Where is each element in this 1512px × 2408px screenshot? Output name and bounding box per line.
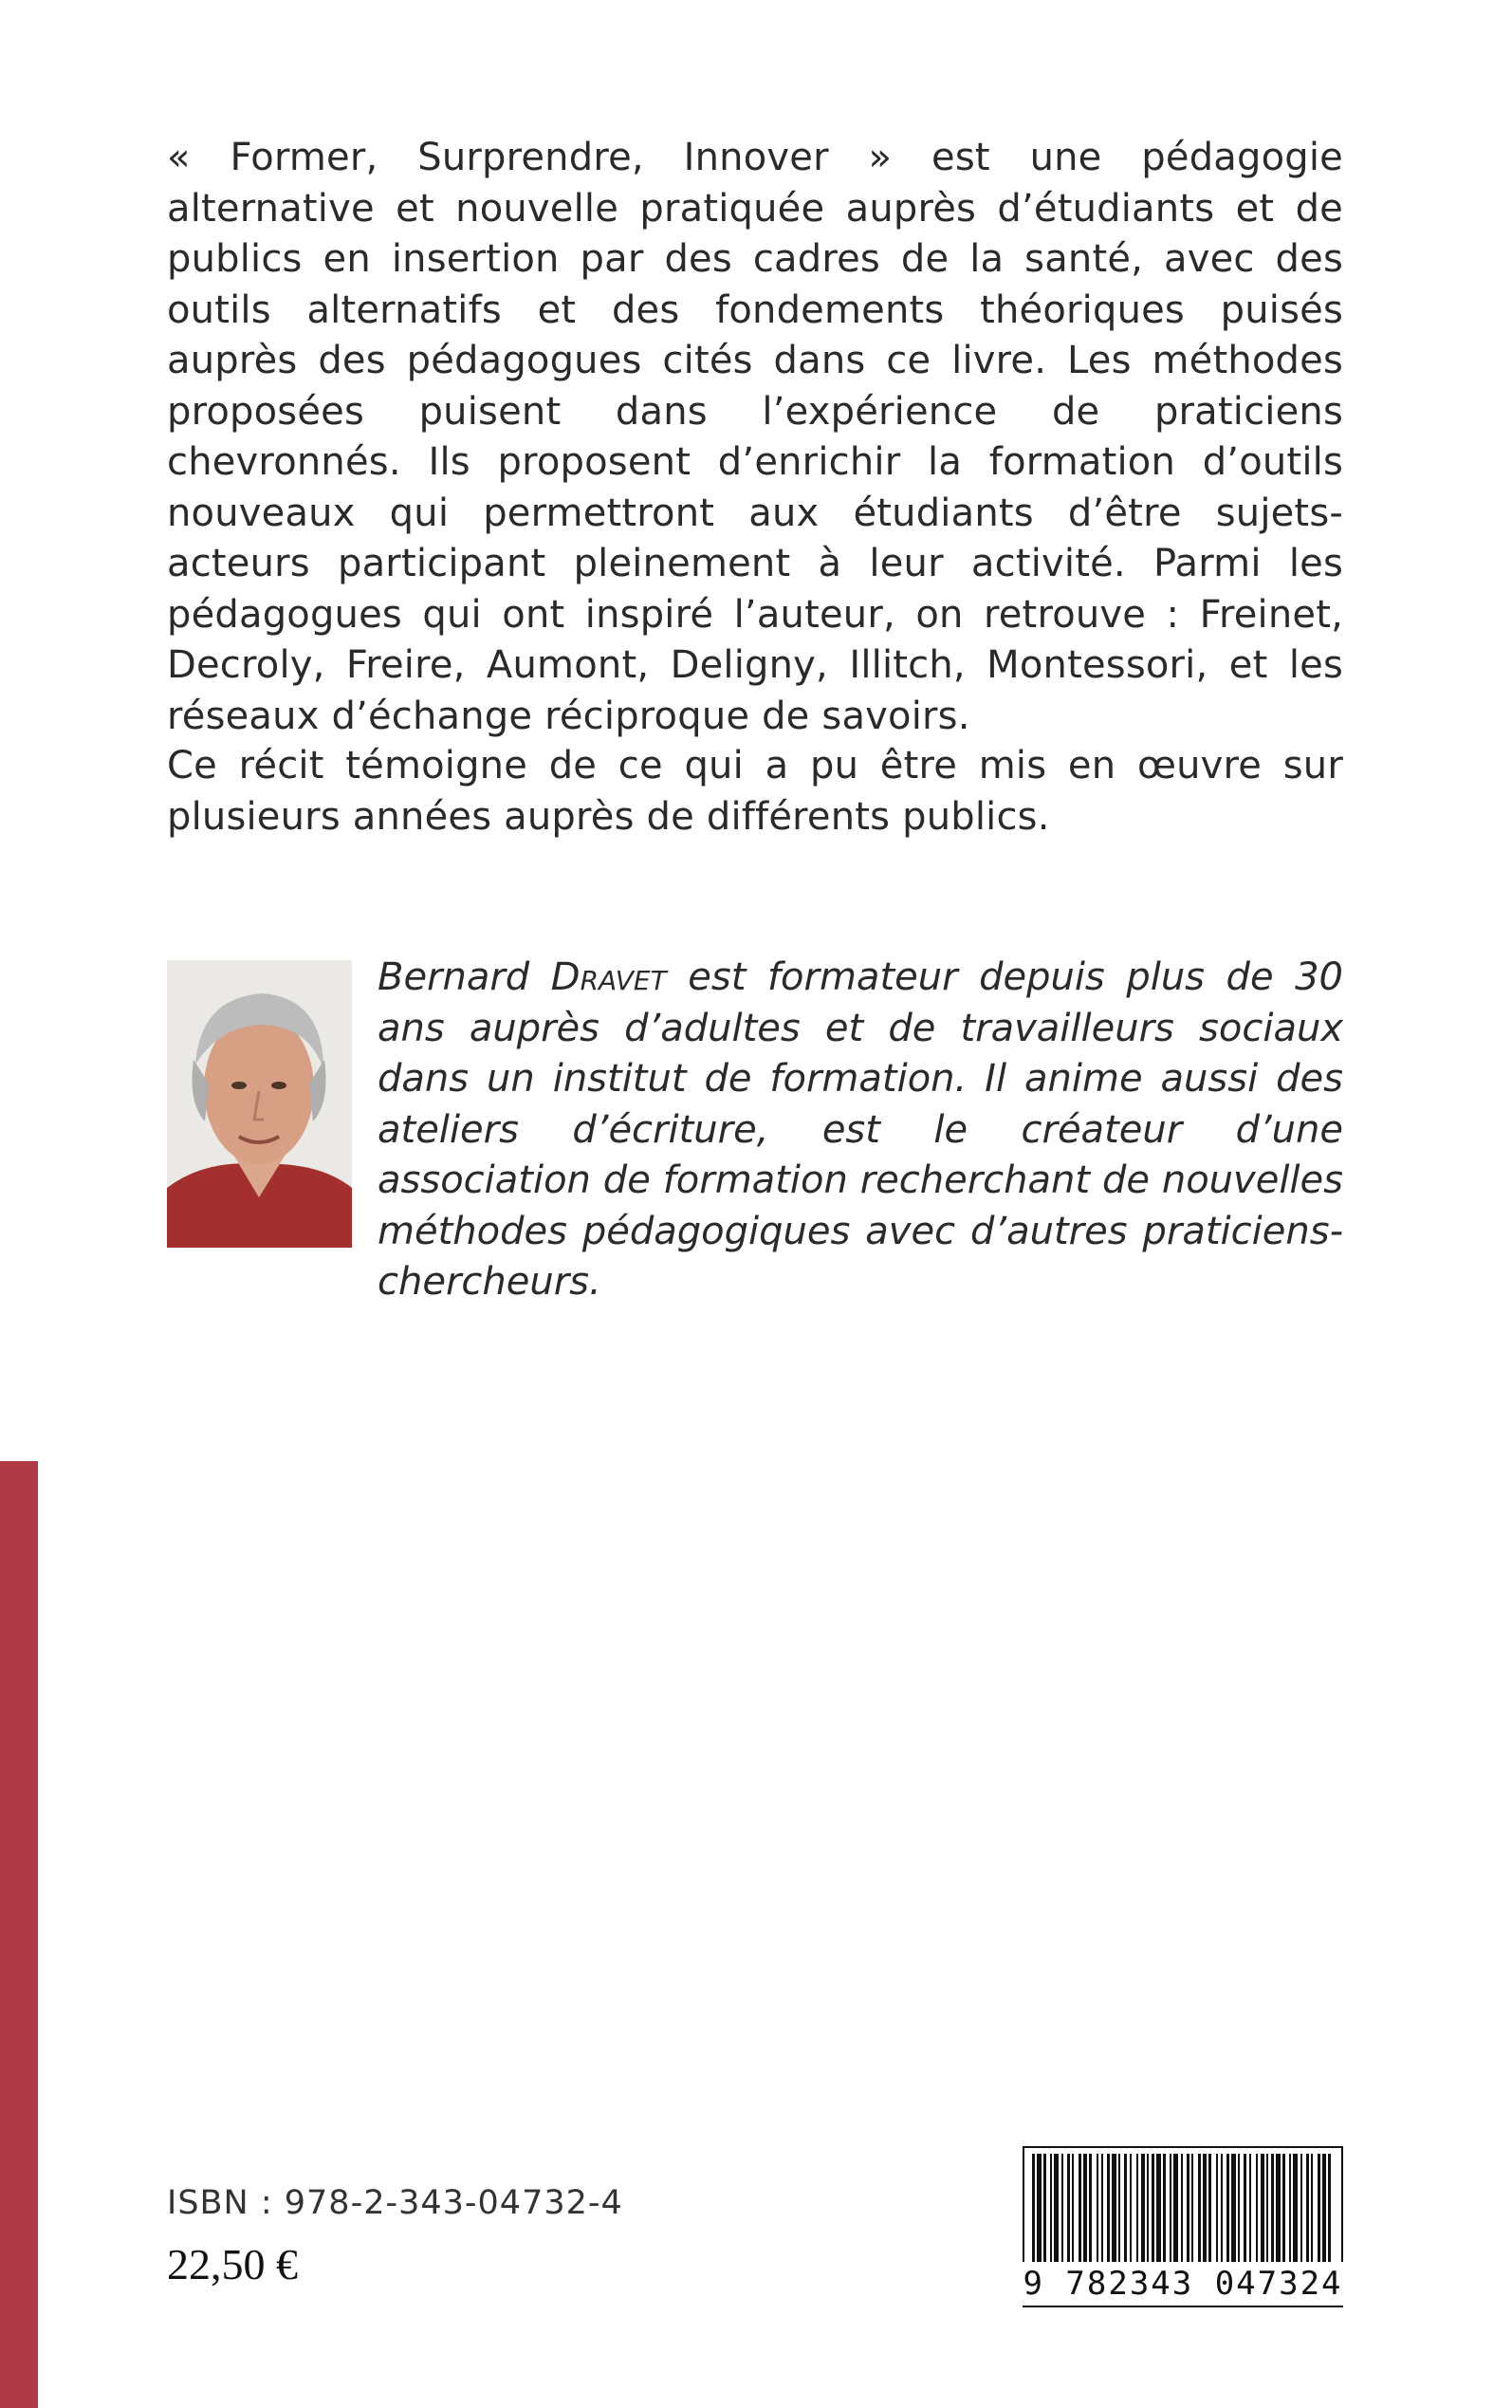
author-bio-text: est formateur depuis plus de 30 ans auprès d’adultes et de travailleurs sociaux dans un institut de formation. Il anime aussi des ateliers d’écriture, est le créateur d’une association de formation recherchant de nouvelles méthodes pédagogiques avec d’autres praticiens-chercheurs. [378,955,1344,1304]
description-paragraph: Ce récit témoigne de ce qui a pu être mis en œuvre sur plusieurs années auprès de différents publics. [167,744,1343,839]
author-first-name: Bernard [378,955,530,999]
barcode-digits: 9 782343 047324 [1023,2262,1343,2306]
isbn: ISBN : 978-2-343-04732-4 [167,2184,623,2222]
author-last-name: Dravet [550,955,667,999]
author-bio [378,953,1343,1308]
price: 22,50 € [167,2240,298,2288]
side-color-band [0,1461,38,2408]
description-paragraph: « Former, Surprendre, Innover » est une pédagogie alternative et nouvelle pratiquée auprès d’étudiants et de publics en insertion par des cadres de la santé, avec des outils alternatifs et des fondements théoriques puisés auprès des pédagogues cités dans ce livre. Les méthodes proposées puisent dans l’expérience de praticiens chevronnés. Ils proposent d’enrichir la formation d’outils nouveaux qui permettront aux étudiants d’être sujets-acteurs participant pleinement à leur activité. Parmi les pédagogues qui ont inspiré l’auteur, on retrouve : Freinet, Decroly, Freire, Aumont, Deligny, Illitch, Montessori, et les réseaux d’échange réciproque de savoirs. [167,136,1343,738]
author-photo [167,960,352,1248]
